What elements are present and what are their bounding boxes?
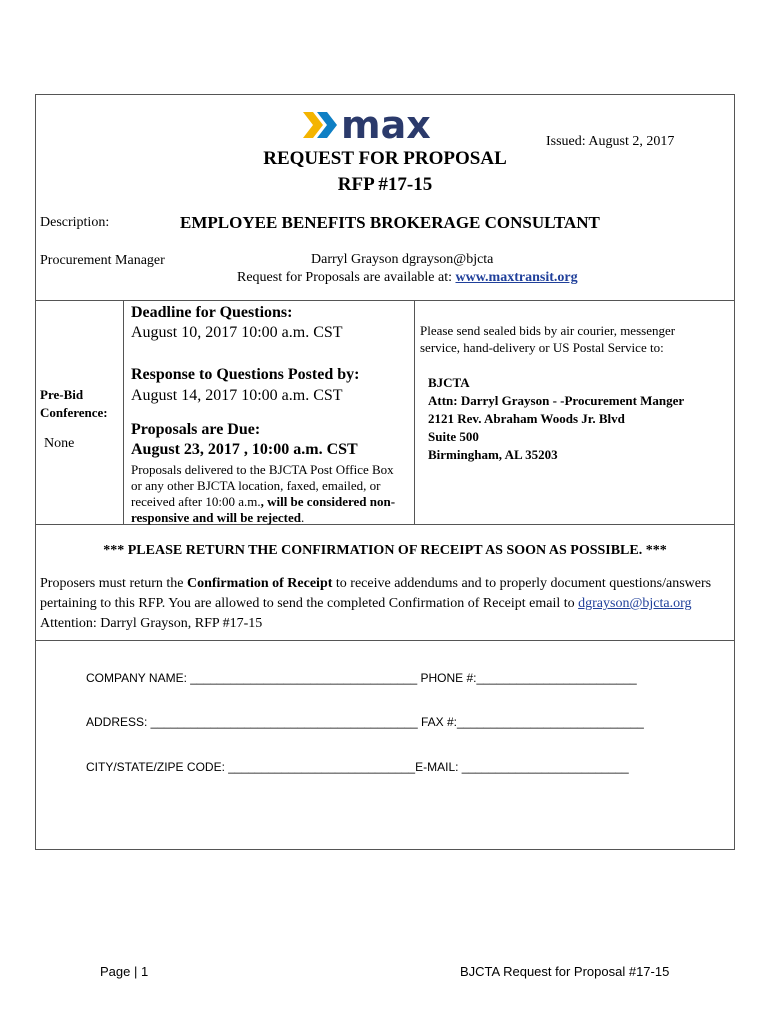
divider-col1 bbox=[123, 300, 124, 524]
availability-line bbox=[237, 270, 578, 286]
delivery-instructions bbox=[420, 322, 675, 356]
due-date: August 23, 2017 , 10:00 a.m. CST bbox=[131, 441, 358, 458]
note-line4 bbox=[131, 510, 395, 526]
response-heading: Response to Questions Posted by: bbox=[131, 366, 360, 383]
prebid-label-line2: Conference: bbox=[40, 405, 108, 420]
instruction-line1: Please send sealed bids by air courier, messenger bbox=[420, 323, 676, 338]
para-part3: Attention: Darryl Grayson, RFP #17-15 bbox=[40, 616, 263, 631]
address-attn: Attn: Darryl Grayson - -Procurement Manger bbox=[428, 393, 685, 408]
instruction-line2: service, hand-delivery or US Postal Service to: bbox=[420, 340, 664, 355]
address-suite: Suite 500 bbox=[428, 429, 479, 444]
description-label: Description: bbox=[40, 215, 110, 230]
rfp-number: RFP #17-15 bbox=[337, 174, 433, 195]
max-logo bbox=[303, 104, 443, 146]
city-email-field[interactable]: CITY/STATE/ZIPE CODE: ____________________________E-MAIL: _________________________ bbox=[86, 760, 629, 774]
logo-text: max bbox=[341, 104, 431, 146]
address-street: 2121 Rev. Abraham Woods Jr. Blvd bbox=[428, 411, 625, 426]
page-number: Page | 1 bbox=[100, 964, 149, 979]
address-city: Birmingham, AL 35203 bbox=[428, 447, 558, 462]
confirmation-title: *** PLEASE RETURN THE CONFIRMATION OF RECEIPT AS SOON AS POSSIBLE. *** bbox=[103, 543, 667, 558]
website-link[interactable]: www.maxtransit.org bbox=[455, 270, 578, 285]
note-line2: or any other BJCTA location, faxed, emailed, or bbox=[131, 478, 381, 493]
prebid-label bbox=[40, 386, 108, 422]
page-title: REQUEST FOR PROPOSAL bbox=[263, 148, 507, 169]
confirmation-paragraph bbox=[40, 574, 730, 634]
questions-heading: Deadline for Questions: bbox=[131, 304, 293, 321]
availability-text: Request for Proposals are available at: bbox=[237, 270, 456, 285]
note-line4-end: . bbox=[300, 510, 305, 525]
para-bold: Confirmation of Receipt bbox=[186, 576, 333, 591]
due-heading: Proposals are Due: bbox=[131, 421, 261, 438]
prebid-label-line1: Pre-Bid bbox=[40, 387, 84, 402]
late-proposal-note bbox=[131, 462, 395, 526]
note-line1: Proposals delivered to the BJCTA Post Office Box bbox=[131, 462, 394, 477]
note-line3 bbox=[131, 494, 395, 510]
divider-form bbox=[35, 640, 735, 641]
mailing-address bbox=[428, 374, 684, 464]
para-part2: to receive addendums and to properly document questions/answers pertaining to this RFP. You are allowed to send the completed Confirmation of Receipt email to bbox=[40, 576, 712, 611]
max-logo-icon bbox=[303, 104, 443, 146]
description-value: EMPLOYEE BENEFITS BROKERAGE CONSULTANT bbox=[180, 213, 600, 232]
note-line4-bold: responsive and will be rejected bbox=[131, 510, 301, 525]
response-date: August 14, 2017 10:00 a.m. CST bbox=[131, 387, 343, 404]
email-link[interactable]: dgrayson@bjcta.org bbox=[578, 596, 692, 611]
procurement-value: Darryl Grayson dgrayson@bjcta bbox=[311, 252, 494, 267]
prebid-value: None bbox=[44, 436, 75, 451]
note-line3-normal: received after 10:00 a.m. bbox=[131, 494, 261, 509]
para-part1: Proposers must return the bbox=[40, 576, 187, 591]
questions-date: August 10, 2017 10:00 a.m. CST bbox=[131, 324, 343, 341]
divider-col2 bbox=[414, 300, 415, 524]
footer-doc-title: BJCTA Request for Proposal #17-15 bbox=[460, 964, 670, 979]
note-line3-bold: , will be considered non- bbox=[260, 494, 396, 509]
address-fax-field[interactable]: ADDRESS: ________________________________________ FAX #:____________________________ bbox=[86, 715, 644, 729]
procurement-label: Procurement Manager bbox=[40, 253, 165, 268]
address-org: BJCTA bbox=[428, 375, 470, 390]
company-phone-field[interactable]: COMPANY NAME: __________________________________ PHONE #:________________________ bbox=[86, 671, 637, 685]
issued-date: Issued: August 2, 2017 bbox=[546, 134, 675, 149]
divider-top bbox=[35, 300, 735, 301]
